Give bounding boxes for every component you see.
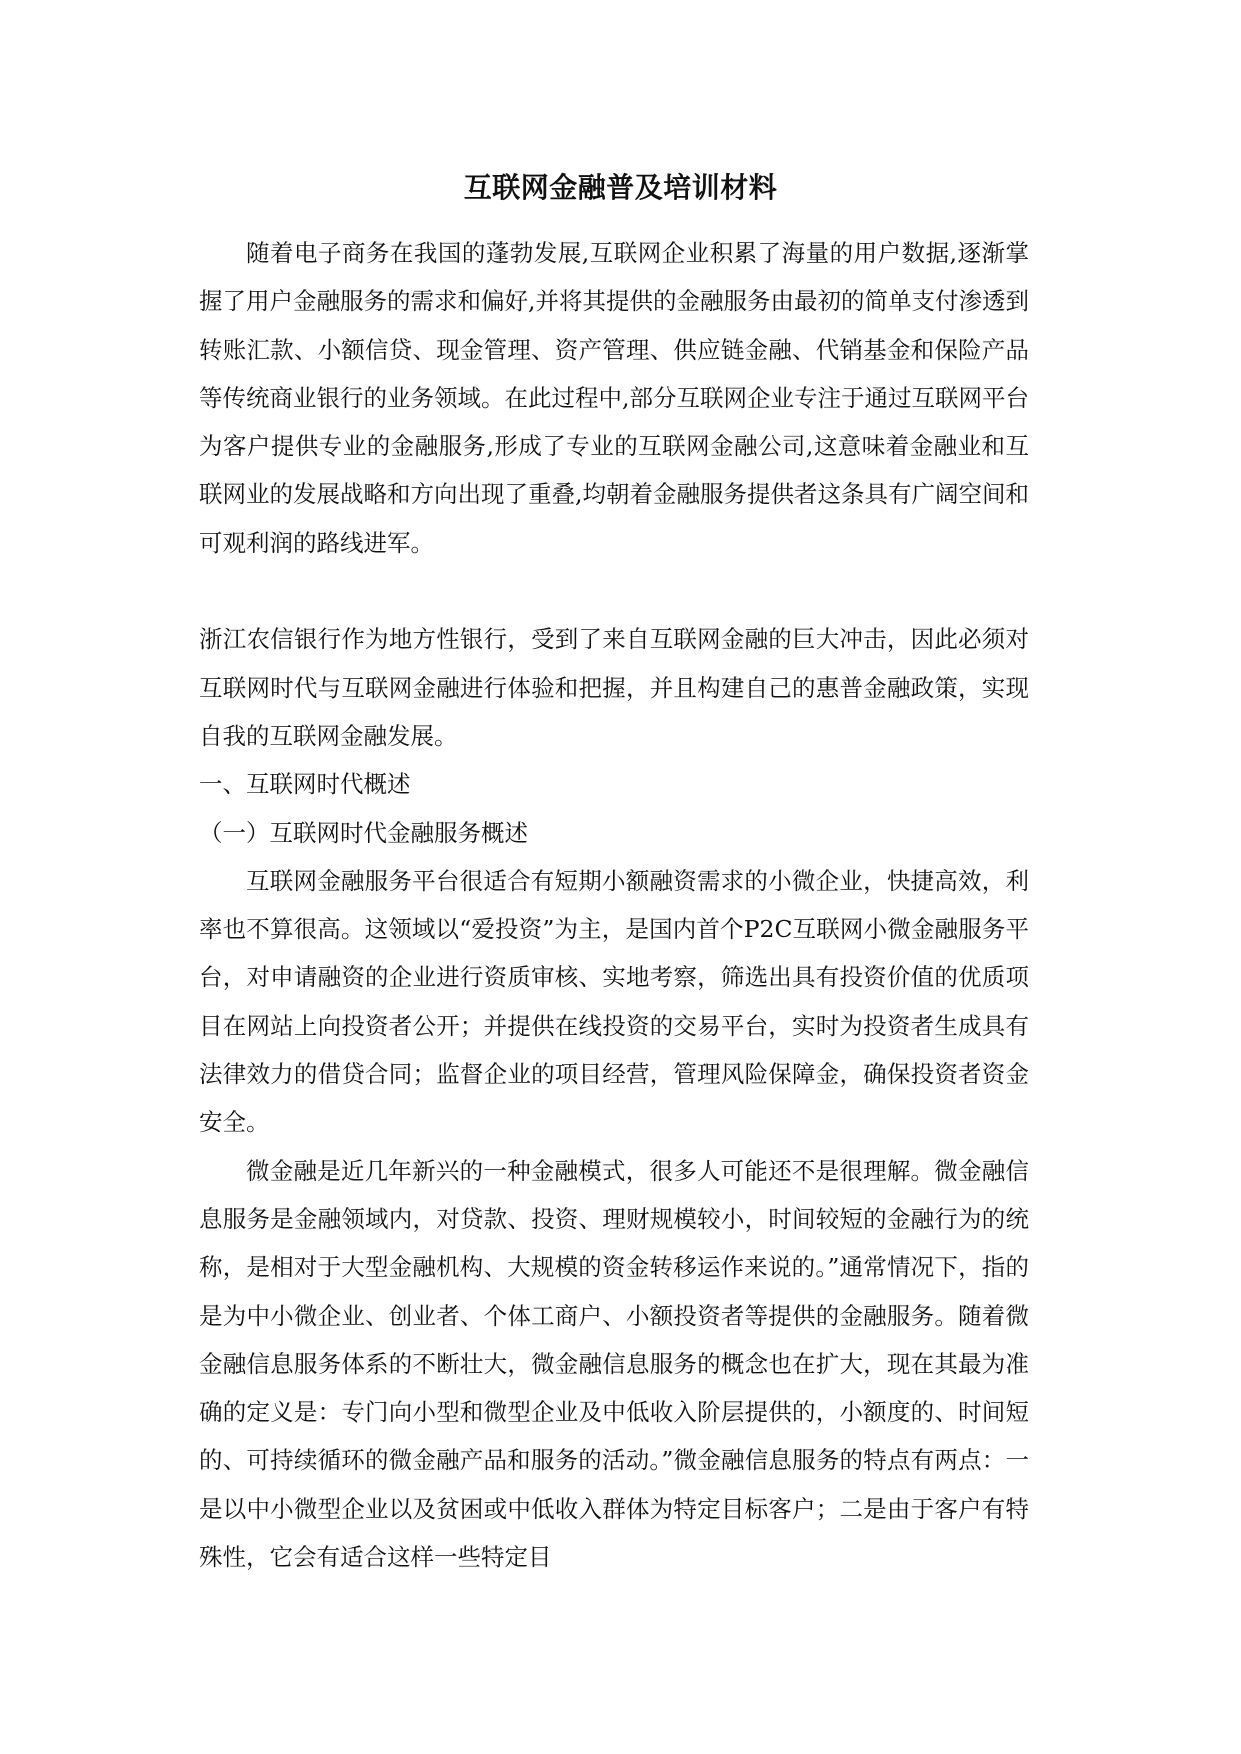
paragraph-gap bbox=[199, 567, 1029, 615]
paragraph-platform: 互联网金融服务平台很适合有短期小额融资需求的小微企业，快捷高效，利率也不算很高。这领域以“爱投资”为主，是国内首个P2C互联网小微金融服务平台，对申请融资的企业进行资质审核、实地考察，筛选出具有投资价值的优质项目在网站上向投资者公开；并提供在线投资的交易平台，实时为投资者生成具有法律效力的借贷合同；监督企业的项目经营，管理风险保障金，确保投资者资金安全。 bbox=[199, 866, 1029, 1137]
subsection-heading: （一）互联网时代金融服务概述 bbox=[199, 818, 528, 847]
paragraph-zhejiang: 浙江农信银行作为地方性银行，受到了来自互联网金融的巨大冲击，因此必须对互联网时代与互联网金融进行体验和把握，并且构建自己的惠普金融政策，实现自我的互联网金融发展。 bbox=[199, 625, 1029, 750]
paragraph-microfinance: 微金融是近几年新兴的一种金融模式，很多人可能还不是很理解。微金融信息服务是金融领域内，对贷款、投资、理财规模较小，时间较短的金融行为的统称，是相对于大型金融机构、大规模的资金转移运作来说的。”通常情况下，指的是为中小微企业、创业者、个体工商户、小额投资者等提供的金融服务。随着微金融信息服务体系的不断壮大，微金融信息服务的概念也在扩大，现在其最为准确的定义是：专门向小型和微型企业及中低收入阶层提供的，小额度的、时间短的、可持续循环的微金融产品和服务的活动。”微金融信息服务的特点有两点：一是以中小微型企业以及贫困或中低收入群体为特定目标客户；二是由于客户有特殊性，它会有适合这样一些特定目 bbox=[199, 1156, 1029, 1572]
paragraph-intro: 随着电子商务在我国的蓬勃发展,互联网企业积累了海量的用户数据,逐渐掌握了用户金融服务的需求和偏好,并将其提供的金融服务由最初的简单支付渗透到转账汇款、小额信贷、现金管理、资产管理、供应链金融、代销基金和保险产品等传统商业银行的业务领域。在此过程中,部分互联网企业专注于通过互联网平台为客户提供专业的金融服务,形成了专业的互联网金融公司,这意味着金融业和互联网业的发展战略和方向出现了重叠,均朝着金融服务提供者这条具有广阔空间和可观利润的路线进军。 bbox=[199, 239, 1029, 557]
section-heading: 一、互联网时代概述 bbox=[199, 770, 411, 799]
document-body bbox=[199, 229, 1029, 1581]
document-title: 互联网金融普及培训材料 bbox=[463, 171, 778, 204]
